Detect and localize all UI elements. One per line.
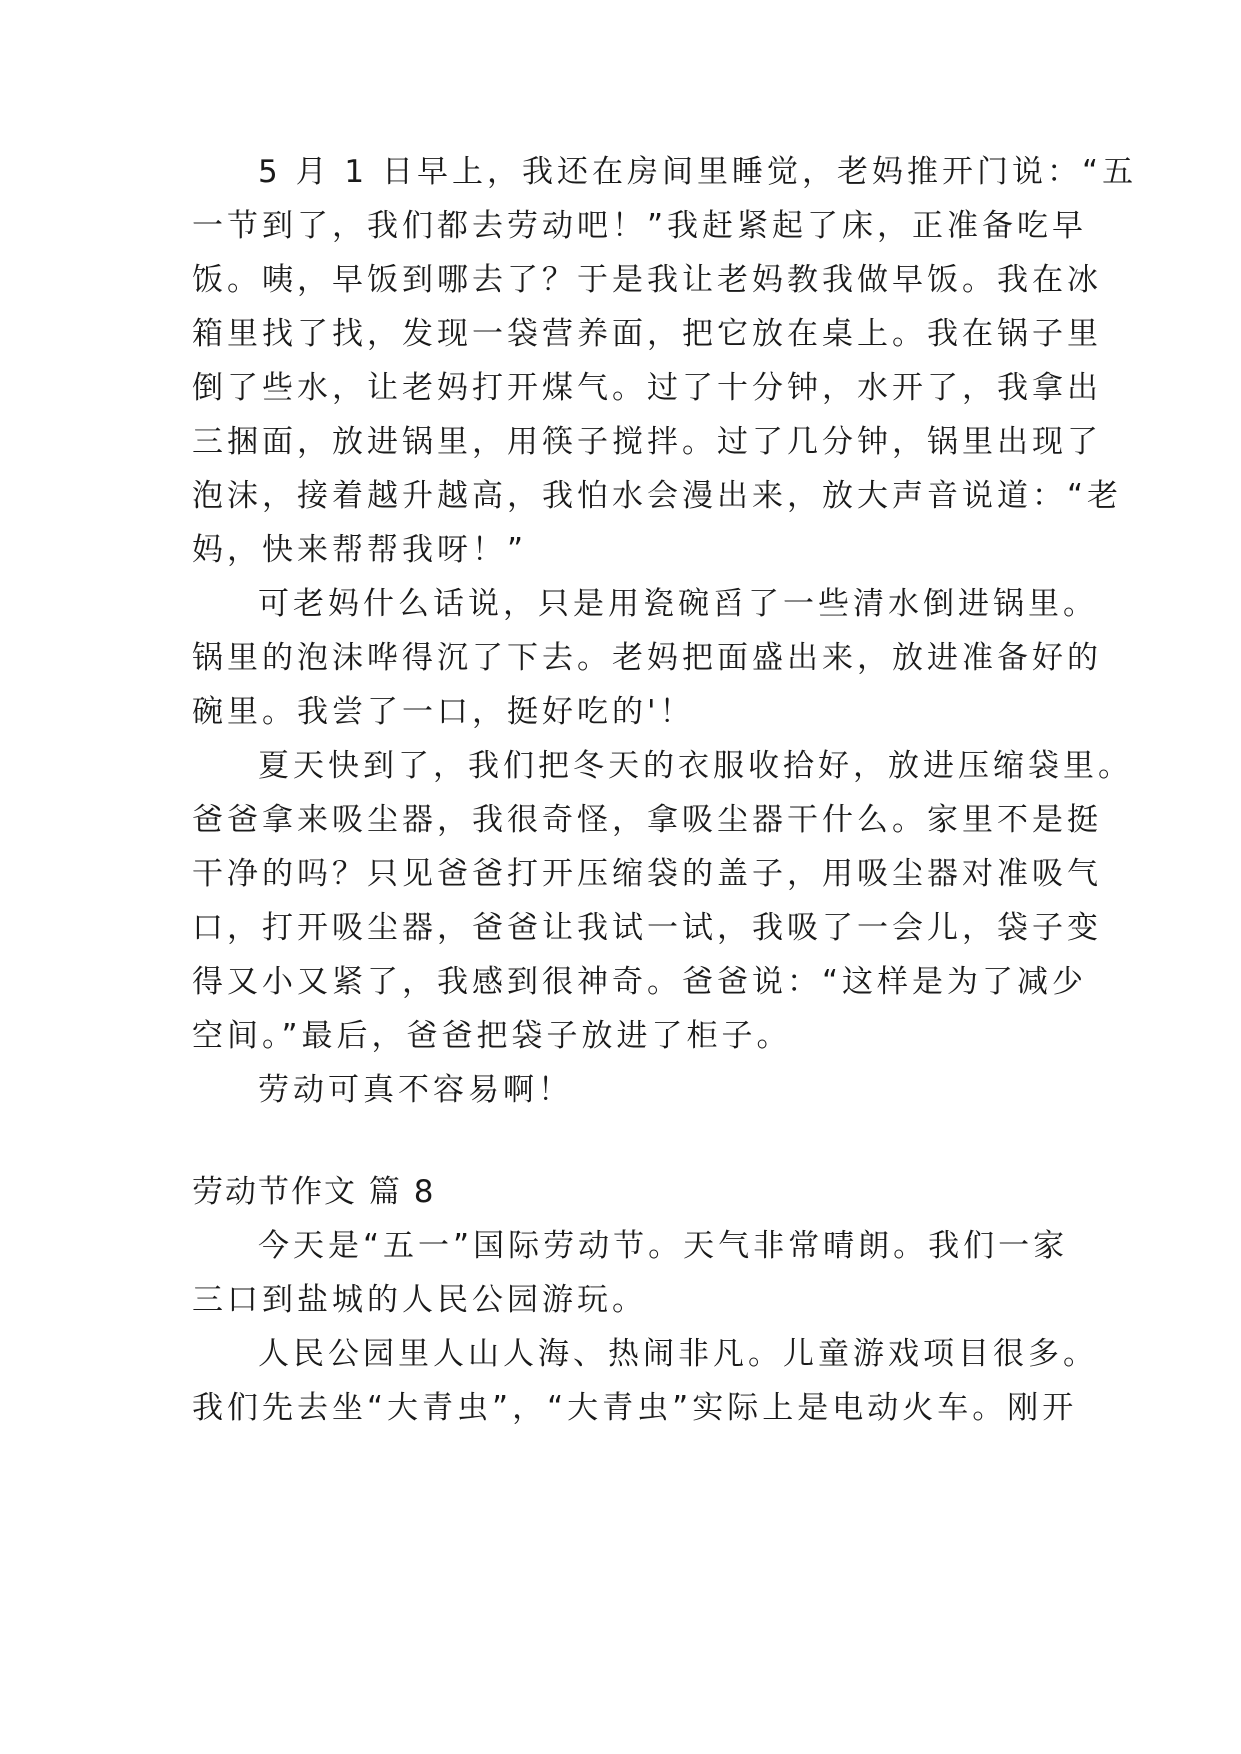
text-line: 三捆面，放进锅里，用筷子搅拌。过了几分钟，锅里出现了: [192, 424, 1102, 460]
text-line: 口，打开吸尘器，爸爸让我试一试，我吸了一会儿，袋子变: [192, 910, 1102, 946]
text-line: 人民公园里人山人海、热闹非凡。儿童游戏项目很多。: [258, 1336, 1098, 1372]
text-line: 三口到盐城的人民公园游玩。: [192, 1282, 647, 1318]
text-line: 泡沫，接着越升越高，我怕水会漫出来，放大声音说道：“老: [192, 478, 1123, 514]
text-line: 可老妈什么话说，只是用瓷碗舀了一些清水倒进锅里。: [258, 586, 1098, 622]
text-line: 空间。”最后，爸爸把袋子放进了柜子。: [192, 1018, 792, 1054]
text-line: 锅里的泡沫哗得沉了下去。老妈把面盛出来，放进准备好的: [192, 640, 1102, 676]
text-line: 今天是“五一”国际劳动节。天气非常晴朗。我们一家: [258, 1228, 1069, 1264]
section-heading: 劳动节作文 篇 8: [192, 1174, 436, 1210]
text-line: 饭。咦，早饭到哪去了？于是我让老妈教我做早饭。我在冰: [192, 262, 1102, 298]
text-line: 劳动可真不容易啊！: [258, 1072, 573, 1108]
text-line: 倒了些水，让老妈打开煤气。过了十分钟，水开了，我拿出: [192, 370, 1102, 406]
text-line: 爸爸拿来吸尘器，我很奇怪，拿吸尘器干什么。家里不是挺: [192, 802, 1102, 838]
text-line: 得又小又紧了，我感到很神奇。爸爸说：“这样是为了减少: [192, 964, 1088, 1000]
text-line: 干净的吗？只见爸爸打开压缩袋的盖子，用吸尘器对准吸气: [192, 856, 1102, 892]
text-line: 箱里找了找，发现一袋营养面，把它放在桌上。我在锅子里: [192, 316, 1102, 352]
text-line: 妈，快来帮帮我呀！”: [192, 532, 528, 568]
text-line: 碗里。我尝了一口，挺好吃的'！: [192, 694, 695, 730]
text-line: 5 月 1 日早上，我还在房间里睡觉，老妈推开门说：“五: [258, 154, 1138, 190]
text-line: 我们先去坐“大青虫”，“大青虫”实际上是电动火车。刚开: [192, 1390, 1078, 1426]
text-line: 一节到了，我们都去劳动吧！”我赶紧起了床，正准备吃早: [192, 208, 1088, 244]
text-line: 夏天快到了，我们把冬天的衣服收拾好，放进压缩袋里。: [258, 748, 1133, 784]
